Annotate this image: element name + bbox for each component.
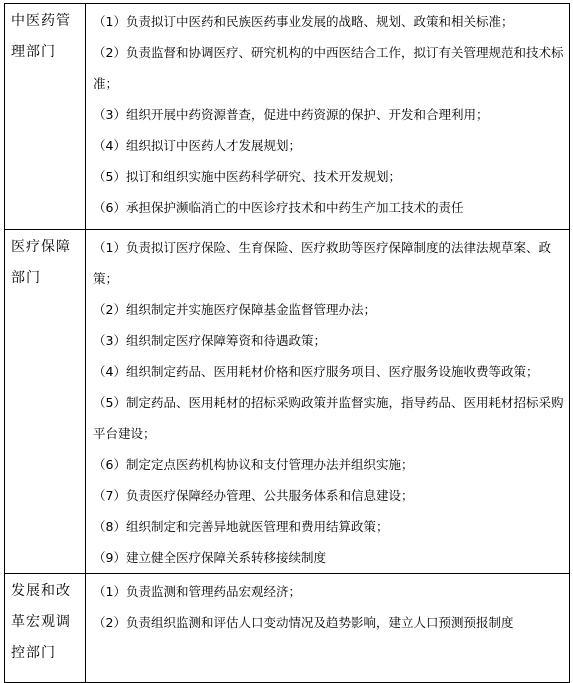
duty-item: （2）负责组织监测和评估人口变动情况及趋势影响，建立人口预测预报制度 <box>93 615 514 630</box>
duties-cell <box>86 574 570 683</box>
duty-item: （1）负责拟订中医药和民族医药事业发展的战略、规划、政策和相关标准； <box>93 14 514 29</box>
duty-item: （8）组织制定和完善异地就医管理和费用结算政策； <box>93 519 389 534</box>
department-name: 发展和改革宏观调控部门 <box>5 574 86 683</box>
duty-item: （2）组织制定并实施医疗保障基金监督管理办法； <box>93 302 376 317</box>
duty-item: （1）负责监测和管理药品宏观经济； <box>93 584 301 599</box>
duties-cell <box>86 230 570 574</box>
table-row <box>5 230 570 574</box>
duty-item: （5）制定药品、医用耗材的招标采购政策并监督实施，指导药品、医用耗材招标采购平台建设； <box>93 395 564 441</box>
department-duties-table-continued <box>4 573 570 683</box>
duty-item: （4）组织制定药品、医用耗材价格和医疗服务项目、医疗服务设施收费等政策； <box>93 364 539 379</box>
department-name: 中医药管理部门 <box>5 4 86 230</box>
department-duties-table <box>4 3 570 574</box>
table-row <box>5 4 570 230</box>
duty-item: （2）负责监督和协调医疗、研究机构的中西医结合工作，拟订有关管理规范和技术标准； <box>93 45 564 91</box>
duty-item: （4）组织拟订中医药人才发展规划； <box>93 138 301 153</box>
duty-item: （3）组织制定医疗保障筹资和待遇政策； <box>93 333 326 348</box>
duty-item: （1）负责拟订医疗保险、生育保险、医疗救助等医疗保障制度的法律法规草案、政策； <box>93 240 551 286</box>
duty-item: （6）承担保护濒临消亡的中医诊疗技术和中药生产加工技术的责任 <box>93 200 464 215</box>
duty-item: （7）负责医疗保障经办管理、公共服务体系和信息建设； <box>93 488 414 503</box>
duty-item: （3）组织开展中药资源普查，促进中药资源的保护、开发和合理利用； <box>93 107 489 122</box>
duties-cell <box>86 4 570 230</box>
duty-item: （6）制定定点医药机构协议和支付管理办法并组织实施； <box>93 457 414 472</box>
table-row <box>5 574 570 683</box>
duty-item: （9）建立健全医疗保障关系转移接续制度 <box>93 550 326 565</box>
duty-item: （5）拟订和组织实施中医药科学研究、技术开发规划； <box>93 169 401 184</box>
department-name: 医疗保障部门 <box>5 230 86 574</box>
